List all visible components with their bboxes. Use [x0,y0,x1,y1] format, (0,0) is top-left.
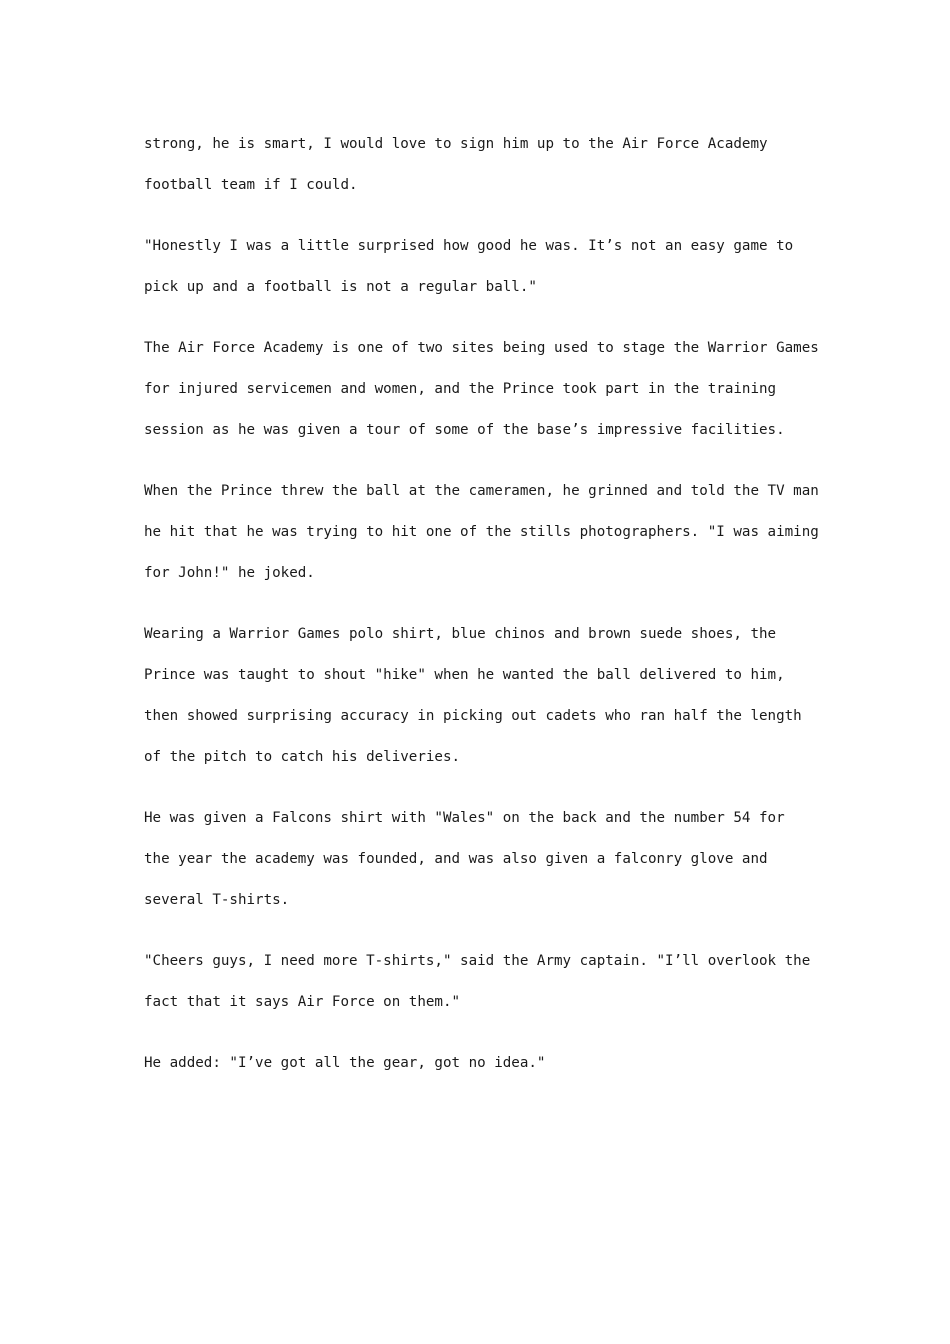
paragraph-3 [144,328,824,451]
paragraph-2 [144,226,824,308]
text-line: fact that it says Air Force on them." [144,994,461,1010]
text-line: then showed surprising accuracy in picking out cadets who ran half the length [144,708,802,724]
text-line: football team if I could. [144,177,358,193]
text-line: the year the academy was founded, and was also given a falconry glove and [144,851,768,867]
paragraph-7 [144,941,824,1023]
text-line: He added: "I’ve got all the gear, got no idea." [144,1055,546,1071]
text-line: "Cheers guys, I need more T-shirts," said the Army captain. "I’ll overlook the [144,953,811,969]
text-line: Wearing a Warrior Games polo shirt, blue chinos and brown suede shoes, the [144,626,777,642]
text-line: strong, he is smart, I would love to sign him up to the Air Force Academy [144,136,768,152]
text-line: pick up and a football is not a regular ball." [144,279,537,295]
text-line: for John!" he joked. [144,565,315,581]
text-line: several T-shirts. [144,892,290,908]
paragraph-8 [144,1043,824,1084]
text-line: The Air Force Academy is one of two sites being used to stage the Warrior Games [144,340,819,356]
paragraph-6 [144,798,824,921]
article-body [144,124,824,1104]
paragraph-4 [144,471,824,594]
paragraph-5 [144,614,824,778]
text-line: he hit that he was trying to hit one of the stills photographers. "I was aiming [144,524,819,540]
text-line: of the pitch to catch his deliveries. [144,749,461,765]
text-line: When the Prince threw the ball at the cameramen, he grinned and told the TV man [144,483,819,499]
text-line: session as he was given a tour of some of the base’s impressive facilities. [144,422,785,438]
text-line: for injured servicemen and women, and the Prince took part in the training [144,381,777,397]
text-line: He was given a Falcons shirt with "Wales" on the back and the number 54 for [144,810,785,826]
text-line: "Honestly I was a little surprised how good he was. It’s not an easy game to [144,238,794,254]
text-line: Prince was taught to shout "hike" when he wanted the ball delivered to him, [144,667,785,683]
paragraph-1 [144,124,824,206]
